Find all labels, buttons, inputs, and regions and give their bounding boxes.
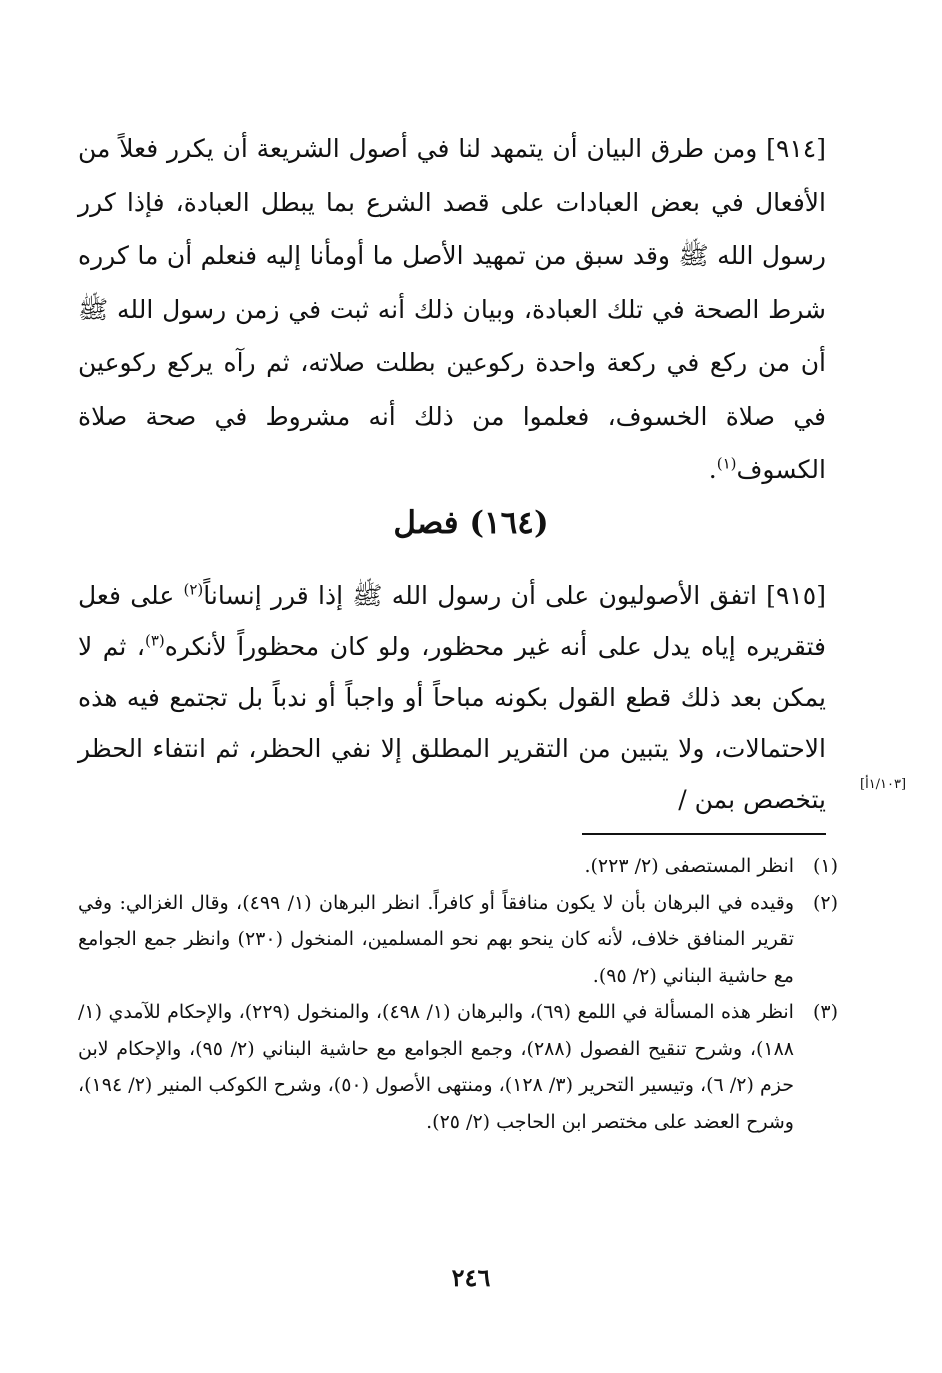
paragraph-915-text-a: [٩١٥] اتفق الأصوليون على أن رسول الله ﷺ إذا قرر إنساناً [203,581,826,610]
section-heading: (١٦٤) فصل [393,505,549,541]
footnote-number: (٢) [812,891,838,914]
paragraph-915 [78,570,826,825]
footnote-separator [582,833,826,835]
paragraph-915-text-c: ، ثم لا يمكن بعد ذلك قطع القول بكونه مباحاً أو واجباً أو ندباً بل تجتمع فيه هذه الاحتمالات، ولا يتبين من التقرير المطلق إلا نفي الحظر، ثم انتفاء الحظر يتخصص بمن / [78,632,826,814]
footnote-number: (٣) [812,1001,838,1023]
footnote-marker-3: (٣) [145,631,165,650]
paragraph-914-text: [٩١٤] ومن طرق البيان أن يتمهد لنا في أصول الشريعة أن يكرر فعلاً من الأفعال في بعض العبادات على قصد الشرع بما يبطل العبادة، فإذا كرر رسول الله ﷺ وقد سبق من تمهيد الأصل ما أومأنا إليه فنعلم أن ما كرره شرط الصحة في تلك العبادة، وبيان ذلك أنه ثبت في زمن رسول الله ﷺ أن من ركع في ركعة واحدة ركوعين بطلت صلاته، ثم رآه يركع ركوعين في صلاة الخسوف، فعلموا من ذلك أنه مشروط في صحة صلاة الكسوف [78,134,826,484]
footnote-text: انظر المستصفى (٢/ ٢٢٣). [584,855,794,877]
footnote-text: وقيده في البرهان بأن لا يكون منافقاً أو كافراً. انظر البرهان (١/ ٤٩٩)، وقال الغزالي: وفي تقرير المنافق خلاف، لأنه كان ينحو بهم نحو المسلمين، المنخول (٢٣٠) وانظر جمع الجوامع مع حاشية البناني (٢/ ٩٥). [78,891,794,987]
footnote-marker-2: (٢) [183,580,204,599]
paragraph-914-end: . [708,455,717,484]
paragraph-915-text-b: على فعل فتقريره إياه يدل على أنه غير محظور، ولو كان محظوراً لأنكره [78,581,826,661]
footnote-marker-1: (١) [716,454,737,473]
paragraph-914 [78,122,826,497]
manuscript-margin-reference: [١/١٠٣أ] [860,777,907,792]
footnote-3 [78,994,838,1140]
footnote-1 [78,848,838,885]
page-number: ٢٤٦ [451,1263,491,1292]
footnote-2 [78,885,838,995]
footnotes [78,848,838,1140]
footnote-number: (١) [812,855,838,877]
footnote-text: انظر هذه المسألة في اللمع (٦٩)، والبرهان (١/ ٤٩٨)، والمنخول (٢٢٩)، والإحكام للآمدي (١/ ١٨٨)، وشرح تنقيح الفصول (٢٨٨)، وجمع الجوامع مع حاشية البناني (٢/ ٩٥)، والإحكام لابن حزم (٢/ ٦)، وتيسير التحرير (٣/ ١٢٨)، ومنتهى الأصول (٥٠)، وشرح الكوكب المنير (٢/ ١٩٤)، وشرح العضد على مختصر ابن الحاجب (٢/ ٢٥). [78,1001,794,1133]
